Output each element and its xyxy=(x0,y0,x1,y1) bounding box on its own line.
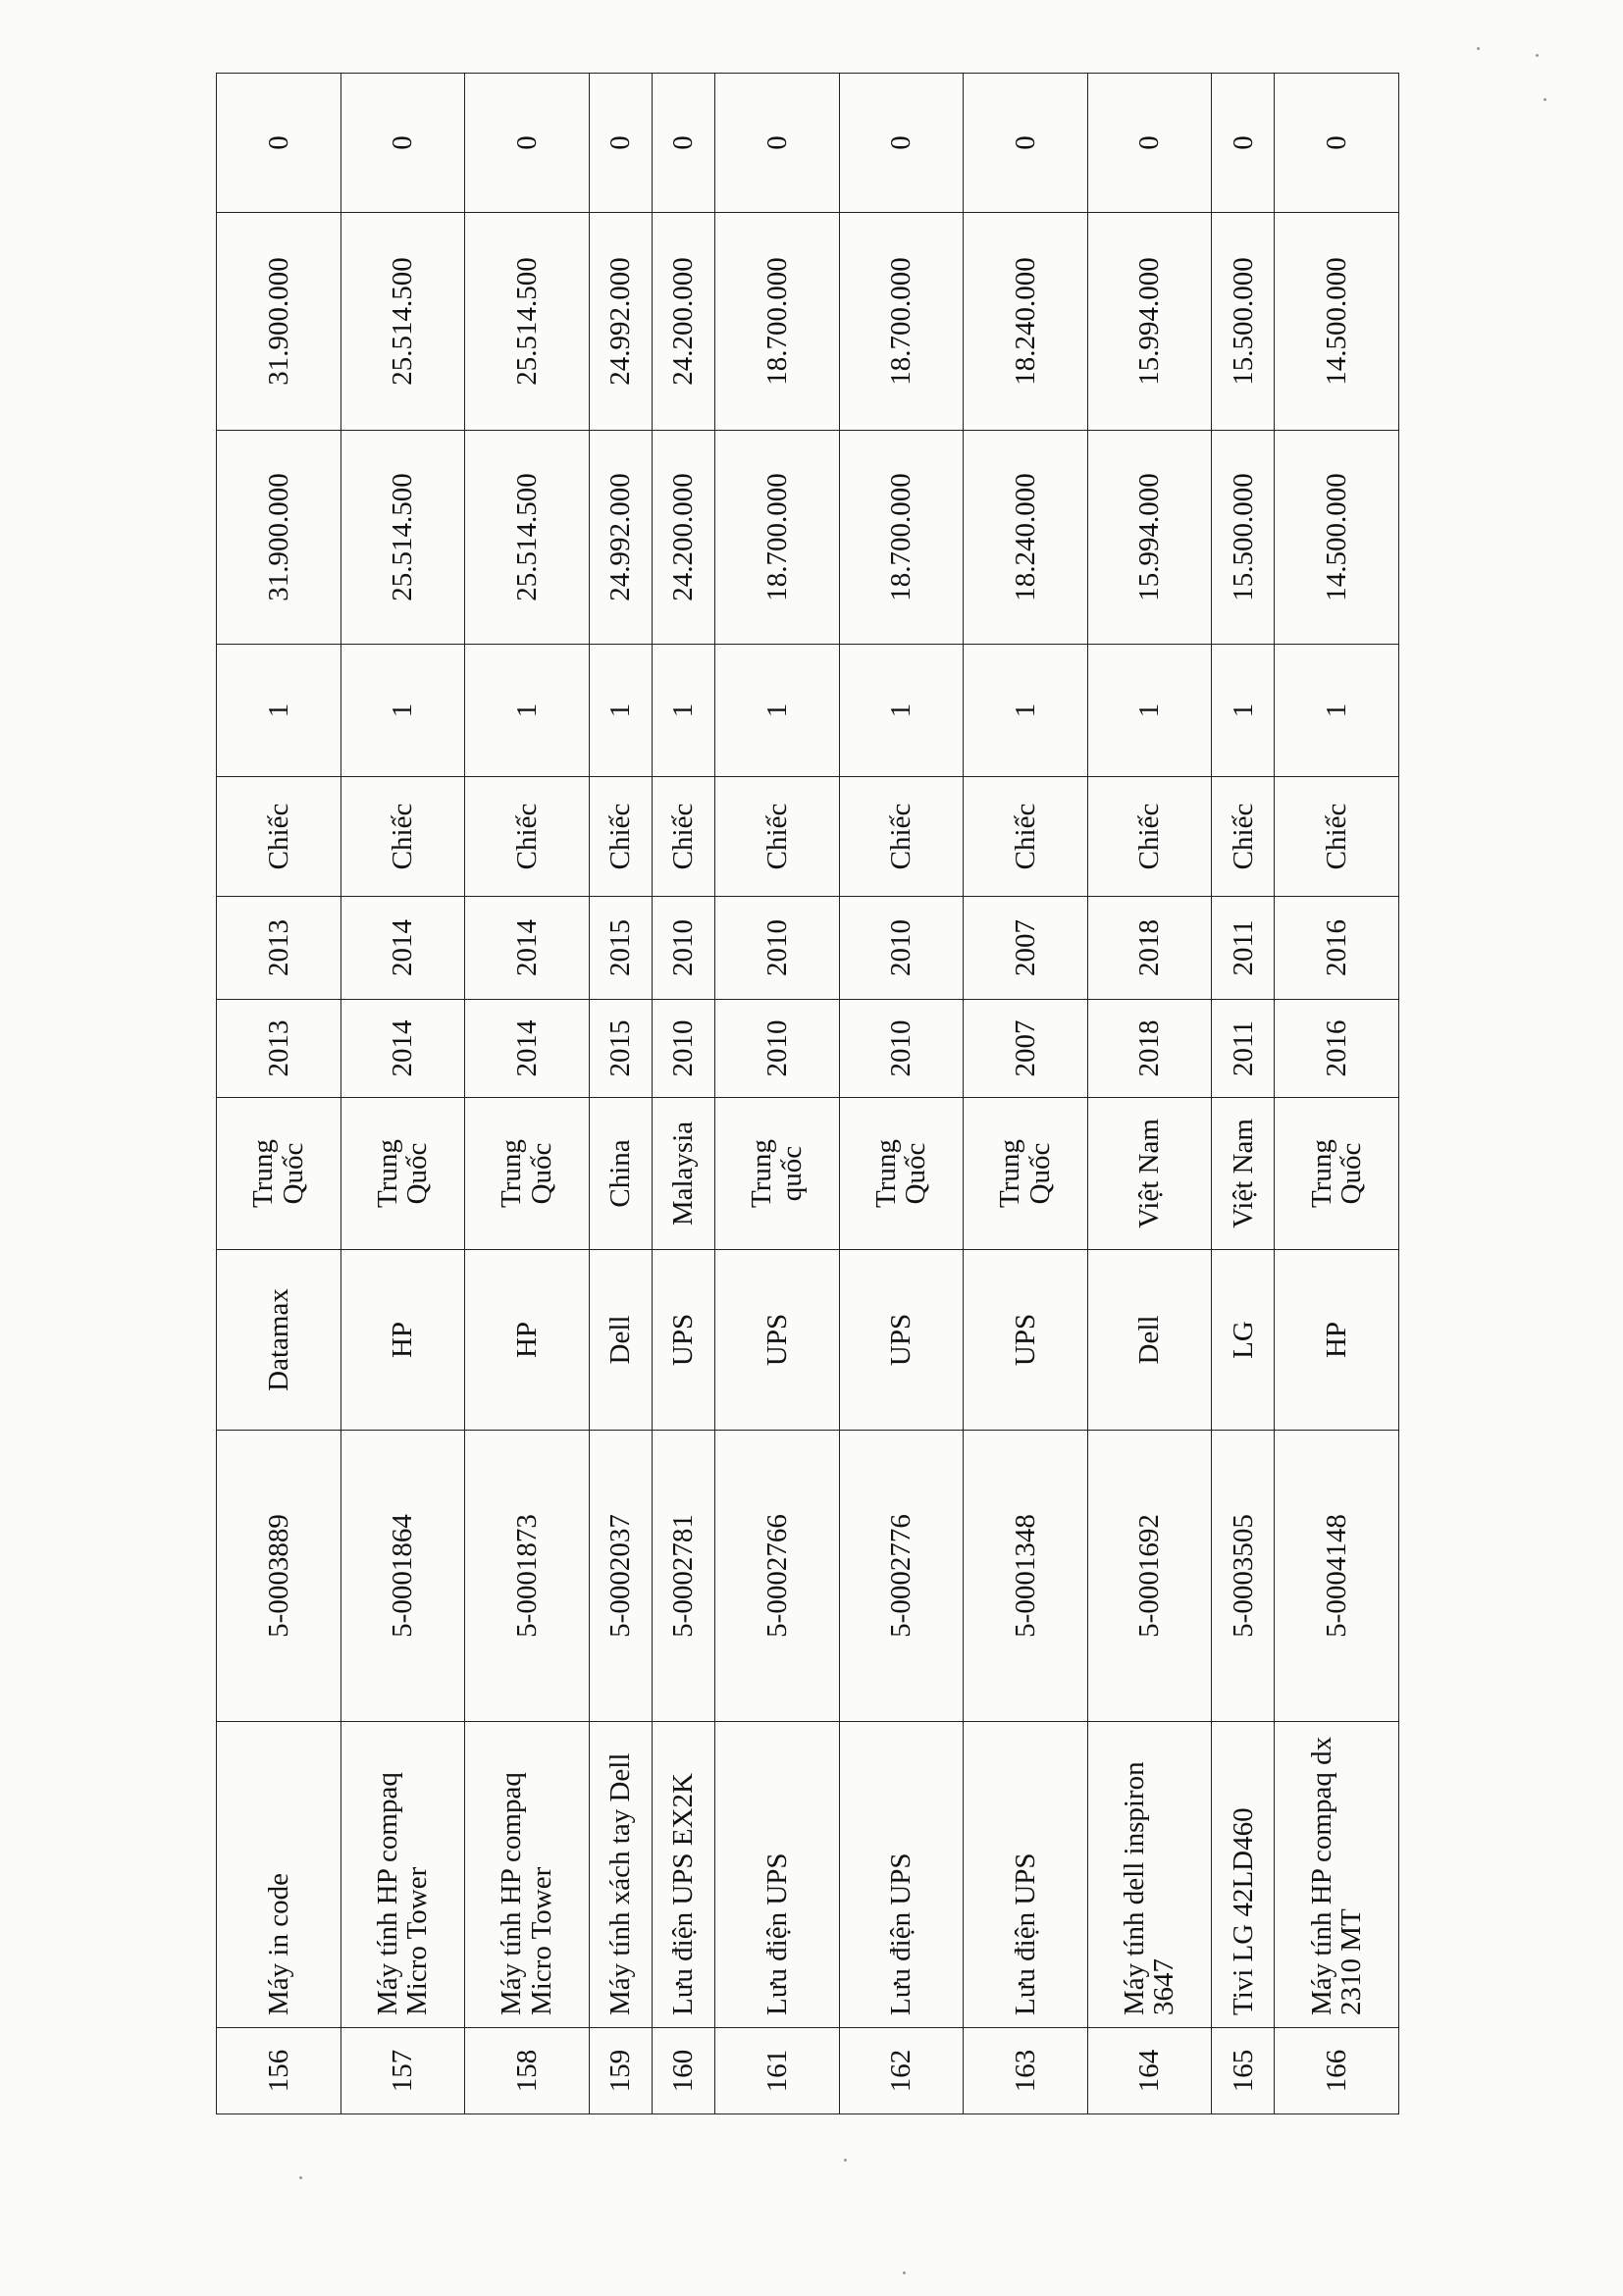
cell-asset-code: 5-0003505 xyxy=(1212,1431,1275,1722)
cell-asset-code: 5-0002776 xyxy=(839,1431,964,1722)
cell-remaining-value: 0 xyxy=(217,74,341,213)
cell-asset-code: 5-0002037 xyxy=(589,1431,652,1722)
scan-speck xyxy=(299,2176,302,2179)
cell-asset-code: 5-0001864 xyxy=(340,1431,465,1722)
cell-asset-code: 5-0002766 xyxy=(715,1431,840,1722)
cell-year-made: 2011 xyxy=(1212,1000,1275,1098)
cell-stt: 161 xyxy=(715,2028,840,2114)
cell-unit: Chiếc xyxy=(1087,777,1212,897)
table-row xyxy=(1087,74,1212,2114)
cell-stt: 160 xyxy=(652,2028,714,2114)
cell-unit: Chiếc xyxy=(964,777,1088,897)
cell-year-made: 2007 xyxy=(964,1000,1088,1098)
cell-year-made: 2010 xyxy=(715,1000,840,1098)
cell-original-cost: 25.514.500 xyxy=(465,431,590,645)
cell-original-cost: 24.992.000 xyxy=(589,431,652,645)
cell-origin: China xyxy=(589,1098,652,1250)
cell-unit: Chiếc xyxy=(652,777,714,897)
cell-remaining-value: 0 xyxy=(589,74,652,213)
cell-asset-code: 5-0001348 xyxy=(964,1431,1088,1722)
cell-quantity: 1 xyxy=(652,645,714,777)
cell-year-made: 2015 xyxy=(589,1000,652,1098)
scan-speck xyxy=(1477,47,1480,50)
cell-value: 25.514.500 xyxy=(340,213,465,431)
cell-original-cost: 18.700.000 xyxy=(839,431,964,645)
cell-asset-name: Máy tính xách tay Dell xyxy=(589,1722,652,2028)
cell-remaining-value: 0 xyxy=(465,74,590,213)
cell-quantity: 1 xyxy=(1087,645,1212,777)
cell-value: 18.700.000 xyxy=(715,213,840,431)
cell-stt: 156 xyxy=(217,2028,341,2114)
cell-quantity: 1 xyxy=(589,645,652,777)
cell-unit: Chiếc xyxy=(217,777,341,897)
cell-value: 18.240.000 xyxy=(964,213,1088,431)
rotated-scanned-page xyxy=(216,74,1399,2114)
cell-value: 31.900.000 xyxy=(217,213,341,431)
cell-year-made: 2014 xyxy=(340,1000,465,1098)
cell-stt: 162 xyxy=(839,2028,964,2114)
cell-stt: 166 xyxy=(1275,2028,1399,2114)
cell-quantity: 1 xyxy=(839,645,964,777)
cell-asset-name: Lưu điện UPS xyxy=(839,1722,964,2028)
cell-asset-name: Máy tính dell inspiron 3647 xyxy=(1087,1722,1212,2028)
cell-unit: Chiếc xyxy=(589,777,652,897)
cell-brand: HP xyxy=(465,1250,590,1431)
table-row xyxy=(340,74,465,2114)
cell-asset-code: 5-0001692 xyxy=(1087,1431,1212,1722)
cell-unit: Chiếc xyxy=(1212,777,1275,897)
cell-quantity: 1 xyxy=(217,645,341,777)
cell-unit: Chiếc xyxy=(715,777,840,897)
cell-remaining-value: 0 xyxy=(715,74,840,213)
scan-speck xyxy=(844,2159,847,2162)
cell-origin: Malaysia xyxy=(652,1098,714,1250)
cell-unit: Chiếc xyxy=(839,777,964,897)
cell-origin: Việt Nam xyxy=(1212,1098,1275,1250)
cell-year-use: 2014 xyxy=(465,897,590,1000)
cell-year-use: 2010 xyxy=(652,897,714,1000)
table-row xyxy=(217,74,341,2114)
table-row xyxy=(839,74,964,2114)
cell-asset-code: 5-0001873 xyxy=(465,1431,590,1722)
cell-original-cost: 14.500.000 xyxy=(1275,431,1399,645)
cell-year-use: 2011 xyxy=(1212,897,1275,1000)
cell-quantity: 1 xyxy=(1275,645,1399,777)
cell-value: 25.514.500 xyxy=(465,213,590,431)
cell-brand: UPS xyxy=(652,1250,714,1431)
table-row xyxy=(652,74,714,2114)
cell-year-made: 2014 xyxy=(465,1000,590,1098)
cell-asset-name: Máy tính HP compaq Micro Tower xyxy=(465,1722,590,2028)
cell-brand: Datamax xyxy=(217,1250,341,1431)
cell-quantity: 1 xyxy=(715,645,840,777)
cell-year-made: 2016 xyxy=(1275,1000,1399,1098)
cell-year-made: 2013 xyxy=(217,1000,341,1098)
cell-brand: UPS xyxy=(964,1250,1088,1431)
cell-origin: Việt Nam xyxy=(1087,1098,1212,1250)
cell-stt: 158 xyxy=(465,2028,590,2114)
cell-brand: LG xyxy=(1212,1250,1275,1431)
cell-brand: Dell xyxy=(589,1250,652,1431)
cell-asset-code: 5-0004148 xyxy=(1275,1431,1399,1722)
cell-quantity: 1 xyxy=(1212,645,1275,777)
cell-year-use: 2010 xyxy=(715,897,840,1000)
cell-original-cost: 18.240.000 xyxy=(964,431,1088,645)
cell-unit: Chiếc xyxy=(340,777,465,897)
cell-year-made: 2010 xyxy=(652,1000,714,1098)
cell-remaining-value: 0 xyxy=(964,74,1088,213)
scan-speck xyxy=(1544,98,1546,101)
cell-stt: 164 xyxy=(1087,2028,1212,2114)
cell-stt: 157 xyxy=(340,2028,465,2114)
cell-year-use: 2010 xyxy=(839,897,964,1000)
cell-brand: HP xyxy=(1275,1250,1399,1431)
cell-year-use: 2007 xyxy=(964,897,1088,1000)
table-row xyxy=(465,74,590,2114)
cell-year-use: 2016 xyxy=(1275,897,1399,1000)
cell-remaining-value: 0 xyxy=(652,74,714,213)
cell-brand: HP xyxy=(340,1250,465,1431)
table-row xyxy=(1212,74,1275,2114)
cell-brand: UPS xyxy=(839,1250,964,1431)
cell-origin: Trung Quốc xyxy=(839,1098,964,1250)
cell-remaining-value: 0 xyxy=(1212,74,1275,213)
cell-quantity: 1 xyxy=(964,645,1088,777)
cell-value: 24.200.000 xyxy=(652,213,714,431)
cell-asset-name: Tivi LG 42LD460 xyxy=(1212,1722,1275,2028)
asset-table xyxy=(216,73,1399,2114)
cell-stt: 165 xyxy=(1212,2028,1275,2114)
cell-original-cost: 18.700.000 xyxy=(715,431,840,645)
cell-brand: Dell xyxy=(1087,1250,1212,1431)
cell-unit: Chiếc xyxy=(1275,777,1399,897)
cell-brand: UPS xyxy=(715,1250,840,1431)
table-row xyxy=(1275,74,1399,2114)
cell-year-use: 2018 xyxy=(1087,897,1212,1000)
cell-year-use: 2013 xyxy=(217,897,341,1000)
cell-value: 15.994.000 xyxy=(1087,213,1212,431)
cell-stt: 163 xyxy=(964,2028,1088,2114)
cell-origin: Trung Quốc xyxy=(340,1098,465,1250)
cell-remaining-value: 0 xyxy=(1087,74,1212,213)
cell-value: 14.500.000 xyxy=(1275,213,1399,431)
cell-quantity: 1 xyxy=(340,645,465,777)
cell-asset-code: 5-0002781 xyxy=(652,1431,714,1722)
cell-original-cost: 24.200.000 xyxy=(652,431,714,645)
cell-remaining-value: 0 xyxy=(340,74,465,213)
cell-origin: Trung Quốc xyxy=(465,1098,590,1250)
table-row xyxy=(589,74,652,2114)
scan-speck xyxy=(903,2271,906,2274)
cell-original-cost: 31.900.000 xyxy=(217,431,341,645)
cell-original-cost: 15.994.000 xyxy=(1087,431,1212,645)
cell-origin: Trung quốc xyxy=(715,1098,840,1250)
cell-value: 15.500.000 xyxy=(1212,213,1275,431)
cell-stt: 159 xyxy=(589,2028,652,2114)
cell-year-use: 2015 xyxy=(589,897,652,1000)
cell-remaining-value: 0 xyxy=(1275,74,1399,213)
cell-remaining-value: 0 xyxy=(839,74,964,213)
cell-origin: Trung Quốc xyxy=(964,1098,1088,1250)
asset-table-body xyxy=(217,74,1399,2114)
cell-origin: Trung Quốc xyxy=(217,1098,341,1250)
cell-year-made: 2010 xyxy=(839,1000,964,1098)
cell-asset-name: Lưu điện UPS xyxy=(715,1722,840,2028)
cell-value: 24.992.000 xyxy=(589,213,652,431)
cell-asset-name: Máy in code xyxy=(217,1722,341,2028)
cell-origin: Trung Quốc xyxy=(1275,1098,1399,1250)
cell-asset-name: Máy tính HP compaq Micro Tower xyxy=(340,1722,465,2028)
cell-value: 18.700.000 xyxy=(839,213,964,431)
scan-speck xyxy=(1536,54,1539,57)
cell-asset-name: Máy tính HP compaq dx 2310 MT xyxy=(1275,1722,1399,2028)
cell-asset-name: Lưu điện UPS EX2K xyxy=(652,1722,714,2028)
cell-year-made: 2018 xyxy=(1087,1000,1212,1098)
table-row xyxy=(964,74,1088,2114)
cell-asset-name: Lưu điện UPS xyxy=(964,1722,1088,2028)
table-row xyxy=(715,74,840,2114)
cell-original-cost: 15.500.000 xyxy=(1212,431,1275,645)
cell-year-use: 2014 xyxy=(340,897,465,1000)
cell-asset-code: 5-0003889 xyxy=(217,1431,341,1722)
cell-unit: Chiếc xyxy=(465,777,590,897)
cell-original-cost: 25.514.500 xyxy=(340,431,465,645)
cell-quantity: 1 xyxy=(465,645,590,777)
